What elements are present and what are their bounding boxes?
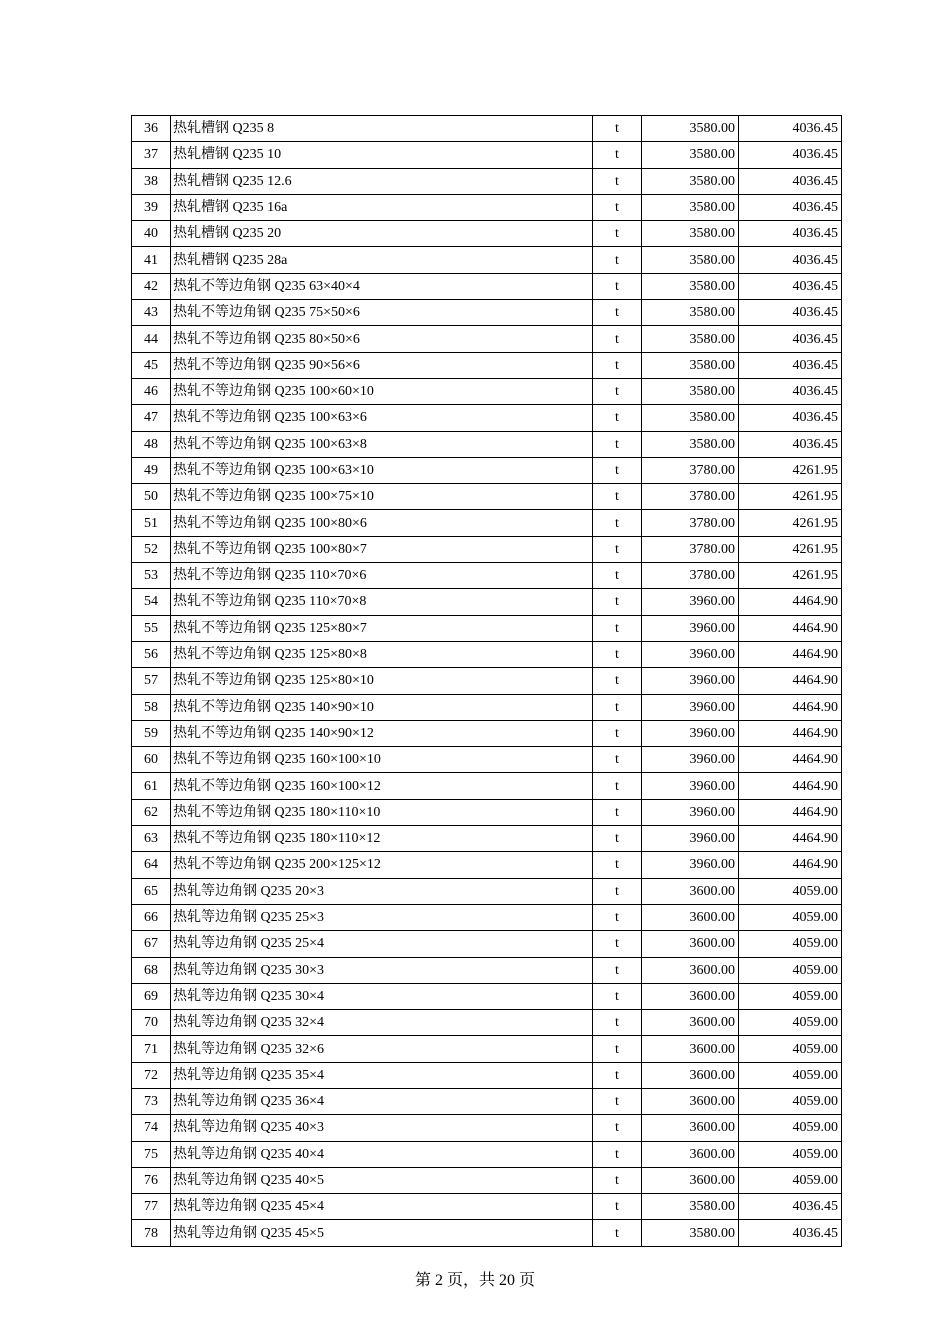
price-a-cell: 3600.00 xyxy=(642,983,739,1009)
item-name-cell: 热轧槽钢 Q235 10 xyxy=(171,142,593,168)
item-name-cell: 热轧不等边角钢 Q235 140×90×12 xyxy=(171,720,593,746)
unit-cell: t xyxy=(593,378,642,404)
price-a-cell: 3780.00 xyxy=(642,563,739,589)
table-row xyxy=(132,326,842,352)
row-number-cell: 42 xyxy=(132,273,171,299)
price-b-cell: 4036.45 xyxy=(739,142,842,168)
price-b-cell: 4036.45 xyxy=(739,273,842,299)
row-number-cell: 38 xyxy=(132,168,171,194)
row-number-cell: 36 xyxy=(132,116,171,142)
price-a-cell: 3600.00 xyxy=(642,1010,739,1036)
item-name-cell: 热轧不等边角钢 Q235 100×75×10 xyxy=(171,484,593,510)
row-number-cell: 66 xyxy=(132,904,171,930)
table-row xyxy=(132,194,842,220)
price-a-cell: 3580.00 xyxy=(642,326,739,352)
row-number-cell: 56 xyxy=(132,641,171,667)
row-number-cell: 46 xyxy=(132,378,171,404)
price-a-cell: 3580.00 xyxy=(642,116,739,142)
unit-cell: t xyxy=(593,563,642,589)
row-number-cell: 49 xyxy=(132,457,171,483)
table-row xyxy=(132,1036,842,1062)
price-b-cell: 4464.90 xyxy=(739,694,842,720)
item-name-cell: 热轧不等边角钢 Q235 110×70×8 xyxy=(171,589,593,615)
table-row xyxy=(132,983,842,1009)
unit-cell: t xyxy=(593,405,642,431)
item-name-cell: 热轧不等边角钢 Q235 125×80×8 xyxy=(171,641,593,667)
item-name-cell: 热轧等边角钢 Q235 32×6 xyxy=(171,1036,593,1062)
price-a-cell: 3580.00 xyxy=(642,1194,739,1220)
unit-cell: t xyxy=(593,300,642,326)
price-b-cell: 4464.90 xyxy=(739,668,842,694)
price-b-cell: 4059.00 xyxy=(739,1115,842,1141)
table-row xyxy=(132,484,842,510)
row-number-cell: 44 xyxy=(132,326,171,352)
price-a-cell: 3580.00 xyxy=(642,431,739,457)
row-number-cell: 47 xyxy=(132,405,171,431)
price-b-cell: 4036.45 xyxy=(739,431,842,457)
price-a-cell: 3600.00 xyxy=(642,931,739,957)
item-name-cell: 热轧不等边角钢 Q235 100×63×6 xyxy=(171,405,593,431)
row-number-cell: 60 xyxy=(132,747,171,773)
unit-cell: t xyxy=(593,747,642,773)
row-number-cell: 61 xyxy=(132,773,171,799)
unit-cell: t xyxy=(593,168,642,194)
table-row xyxy=(132,1167,842,1193)
row-number-cell: 76 xyxy=(132,1167,171,1193)
unit-cell: t xyxy=(593,510,642,536)
unit-cell: t xyxy=(593,1010,642,1036)
price-b-cell: 4261.95 xyxy=(739,457,842,483)
unit-cell: t xyxy=(593,247,642,273)
item-name-cell: 热轧不等边角钢 Q235 100×80×7 xyxy=(171,536,593,562)
price-a-cell: 3960.00 xyxy=(642,747,739,773)
item-name-cell: 热轧不等边角钢 Q235 140×90×10 xyxy=(171,694,593,720)
price-a-cell: 3960.00 xyxy=(642,852,739,878)
item-name-cell: 热轧不等边角钢 Q235 100×63×8 xyxy=(171,431,593,457)
price-a-cell: 3960.00 xyxy=(642,773,739,799)
price-a-cell: 3580.00 xyxy=(642,378,739,404)
row-number-cell: 62 xyxy=(132,799,171,825)
price-b-cell: 4059.00 xyxy=(739,931,842,957)
price-b-cell: 4464.90 xyxy=(739,773,842,799)
price-b-cell: 4464.90 xyxy=(739,615,842,641)
price-a-cell: 3600.00 xyxy=(642,1036,739,1062)
table-row xyxy=(132,1062,842,1088)
unit-cell: t xyxy=(593,1115,642,1141)
table-row xyxy=(132,1010,842,1036)
price-b-cell: 4464.90 xyxy=(739,589,842,615)
row-number-cell: 37 xyxy=(132,142,171,168)
table-row xyxy=(132,720,842,746)
price-b-cell: 4036.45 xyxy=(739,405,842,431)
item-name-cell: 热轧槽钢 Q235 28a xyxy=(171,247,593,273)
price-a-cell: 3960.00 xyxy=(642,615,739,641)
item-name-cell: 热轧不等边角钢 Q235 200×125×12 xyxy=(171,852,593,878)
table-row xyxy=(132,878,842,904)
unit-cell: t xyxy=(593,484,642,510)
table-row xyxy=(132,168,842,194)
price-a-cell: 3960.00 xyxy=(642,668,739,694)
item-name-cell: 热轧不等边角钢 Q235 63×40×4 xyxy=(171,273,593,299)
table-row xyxy=(132,852,842,878)
row-number-cell: 51 xyxy=(132,510,171,536)
row-number-cell: 73 xyxy=(132,1088,171,1114)
unit-cell: t xyxy=(593,116,642,142)
row-number-cell: 72 xyxy=(132,1062,171,1088)
table-row xyxy=(132,457,842,483)
unit-cell: t xyxy=(593,1194,642,1220)
price-b-cell: 4059.00 xyxy=(739,1141,842,1167)
price-b-cell: 4036.45 xyxy=(739,194,842,220)
price-a-cell: 3580.00 xyxy=(642,221,739,247)
item-name-cell: 热轧等边角钢 Q235 45×4 xyxy=(171,1194,593,1220)
price-b-cell: 4036.45 xyxy=(739,1194,842,1220)
price-b-cell: 4059.00 xyxy=(739,878,842,904)
table-row xyxy=(132,1115,842,1141)
table-row xyxy=(132,1194,842,1220)
item-name-cell: 热轧不等边角钢 Q235 125×80×10 xyxy=(171,668,593,694)
price-a-cell: 3600.00 xyxy=(642,1088,739,1114)
price-b-cell: 4036.45 xyxy=(739,221,842,247)
price-a-cell: 3600.00 xyxy=(642,957,739,983)
price-a-cell: 3960.00 xyxy=(642,799,739,825)
price-b-cell: 4036.45 xyxy=(739,352,842,378)
unit-cell: t xyxy=(593,431,642,457)
row-number-cell: 77 xyxy=(132,1194,171,1220)
page-footer: 第 2 页，共 20 页 xyxy=(414,1272,535,1289)
price-b-cell: 4464.90 xyxy=(739,852,842,878)
price-b-cell: 4059.00 xyxy=(739,983,842,1009)
price-a-cell: 3580.00 xyxy=(642,352,739,378)
table-row xyxy=(132,142,842,168)
price-a-cell: 3600.00 xyxy=(642,1062,739,1088)
row-number-cell: 71 xyxy=(132,1036,171,1062)
price-a-cell: 3580.00 xyxy=(642,1220,739,1246)
item-name-cell: 热轧不等边角钢 Q235 180×110×12 xyxy=(171,826,593,852)
price-a-cell: 3960.00 xyxy=(642,720,739,746)
table-row xyxy=(132,799,842,825)
price-a-cell: 3780.00 xyxy=(642,457,739,483)
unit-cell: t xyxy=(593,852,642,878)
item-name-cell: 热轧不等边角钢 Q235 100×60×10 xyxy=(171,378,593,404)
price-a-cell: 3960.00 xyxy=(642,826,739,852)
row-number-cell: 55 xyxy=(132,615,171,641)
item-name-cell: 热轧等边角钢 Q235 30×4 xyxy=(171,983,593,1009)
table-row xyxy=(132,641,842,667)
table-row xyxy=(132,931,842,957)
row-number-cell: 53 xyxy=(132,563,171,589)
price-b-cell: 4261.95 xyxy=(739,510,842,536)
table-row xyxy=(132,826,842,852)
price-b-cell: 4059.00 xyxy=(739,1036,842,1062)
row-number-cell: 40 xyxy=(132,221,171,247)
price-b-cell: 4059.00 xyxy=(739,904,842,930)
table-row xyxy=(132,378,842,404)
table-row xyxy=(132,694,842,720)
row-number-cell: 74 xyxy=(132,1115,171,1141)
price-a-cell: 3960.00 xyxy=(642,641,739,667)
item-name-cell: 热轧等边角钢 Q235 40×4 xyxy=(171,1141,593,1167)
item-name-cell: 热轧槽钢 Q235 16a xyxy=(171,194,593,220)
price-b-cell: 4059.00 xyxy=(739,1167,842,1193)
price-a-cell: 3600.00 xyxy=(642,904,739,930)
row-number-cell: 43 xyxy=(132,300,171,326)
item-name-cell: 热轧不等边角钢 Q235 100×80×6 xyxy=(171,510,593,536)
price-b-cell: 4464.90 xyxy=(739,799,842,825)
unit-cell: t xyxy=(593,641,642,667)
table-row xyxy=(132,510,842,536)
item-name-cell: 热轧槽钢 Q235 12.6 xyxy=(171,168,593,194)
unit-cell: t xyxy=(593,878,642,904)
unit-cell: t xyxy=(593,1062,642,1088)
row-number-cell: 68 xyxy=(132,957,171,983)
price-a-cell: 3960.00 xyxy=(642,589,739,615)
item-name-cell: 热轧不等边角钢 Q235 180×110×10 xyxy=(171,799,593,825)
item-name-cell: 热轧不等边角钢 Q235 100×63×10 xyxy=(171,457,593,483)
unit-cell: t xyxy=(593,326,642,352)
price-a-cell: 3580.00 xyxy=(642,247,739,273)
price-b-cell: 4059.00 xyxy=(739,957,842,983)
row-number-cell: 39 xyxy=(132,194,171,220)
row-number-cell: 41 xyxy=(132,247,171,273)
row-number-cell: 63 xyxy=(132,826,171,852)
unit-cell: t xyxy=(593,352,642,378)
unit-cell: t xyxy=(593,668,642,694)
unit-cell: t xyxy=(593,589,642,615)
row-number-cell: 58 xyxy=(132,694,171,720)
price-a-cell: 3600.00 xyxy=(642,1141,739,1167)
price-b-cell: 4464.90 xyxy=(739,826,842,852)
price-a-cell: 3600.00 xyxy=(642,878,739,904)
price-a-cell: 3580.00 xyxy=(642,273,739,299)
price-a-cell: 3780.00 xyxy=(642,536,739,562)
item-name-cell: 热轧等边角钢 Q235 35×4 xyxy=(171,1062,593,1088)
price-b-cell: 4059.00 xyxy=(739,1010,842,1036)
table-row xyxy=(132,615,842,641)
item-name-cell: 热轧不等边角钢 Q235 75×50×6 xyxy=(171,300,593,326)
unit-cell: t xyxy=(593,931,642,957)
table-row xyxy=(132,957,842,983)
item-name-cell: 热轧等边角钢 Q235 30×3 xyxy=(171,957,593,983)
table-row xyxy=(132,589,842,615)
table-row xyxy=(132,536,842,562)
unit-cell: t xyxy=(593,1036,642,1062)
price-b-cell: 4059.00 xyxy=(739,1062,842,1088)
price-b-cell: 4036.45 xyxy=(739,247,842,273)
price-a-cell: 3780.00 xyxy=(642,510,739,536)
table-row xyxy=(132,300,842,326)
price-b-cell: 4464.90 xyxy=(739,641,842,667)
item-name-cell: 热轧等边角钢 Q235 32×4 xyxy=(171,1010,593,1036)
row-number-cell: 54 xyxy=(132,589,171,615)
price-a-cell: 3960.00 xyxy=(642,694,739,720)
item-name-cell: 热轧不等边角钢 Q235 90×56×6 xyxy=(171,352,593,378)
item-name-cell: 热轧不等边角钢 Q235 160×100×12 xyxy=(171,773,593,799)
price-a-cell: 3580.00 xyxy=(642,194,739,220)
price-b-cell: 4261.95 xyxy=(739,563,842,589)
row-number-cell: 50 xyxy=(132,484,171,510)
table-row xyxy=(132,221,842,247)
row-number-cell: 69 xyxy=(132,983,171,1009)
price-a-cell: 3580.00 xyxy=(642,405,739,431)
item-name-cell: 热轧等边角钢 Q235 40×5 xyxy=(171,1167,593,1193)
unit-cell: t xyxy=(593,983,642,1009)
table-row xyxy=(132,563,842,589)
price-table-body xyxy=(132,116,842,1247)
unit-cell: t xyxy=(593,273,642,299)
unit-cell: t xyxy=(593,536,642,562)
item-name-cell: 热轧等边角钢 Q235 40×3 xyxy=(171,1115,593,1141)
row-number-cell: 64 xyxy=(132,852,171,878)
table-row xyxy=(132,1141,842,1167)
unit-cell: t xyxy=(593,1141,642,1167)
row-number-cell: 52 xyxy=(132,536,171,562)
unit-cell: t xyxy=(593,194,642,220)
unit-cell: t xyxy=(593,694,642,720)
table-row xyxy=(132,116,842,142)
price-table xyxy=(131,115,842,1247)
price-b-cell: 4036.45 xyxy=(739,116,842,142)
table-row xyxy=(132,247,842,273)
row-number-cell: 59 xyxy=(132,720,171,746)
item-name-cell: 热轧不等边角钢 Q235 125×80×7 xyxy=(171,615,593,641)
price-b-cell: 4036.45 xyxy=(739,300,842,326)
table-row xyxy=(132,1088,842,1114)
table-row xyxy=(132,773,842,799)
price-b-cell: 4036.45 xyxy=(739,326,842,352)
unit-cell: t xyxy=(593,615,642,641)
unit-cell: t xyxy=(593,221,642,247)
price-b-cell: 4464.90 xyxy=(739,720,842,746)
item-name-cell: 热轧等边角钢 Q235 45×5 xyxy=(171,1220,593,1246)
row-number-cell: 45 xyxy=(132,352,171,378)
item-name-cell: 热轧等边角钢 Q235 25×4 xyxy=(171,931,593,957)
row-number-cell: 78 xyxy=(132,1220,171,1246)
row-number-cell: 57 xyxy=(132,668,171,694)
unit-cell: t xyxy=(593,720,642,746)
price-b-cell: 4261.95 xyxy=(739,536,842,562)
price-b-cell: 4059.00 xyxy=(739,1088,842,1114)
row-number-cell: 70 xyxy=(132,1010,171,1036)
table-row xyxy=(132,273,842,299)
unit-cell: t xyxy=(593,957,642,983)
row-number-cell: 67 xyxy=(132,931,171,957)
price-b-cell: 4261.95 xyxy=(739,484,842,510)
table-row xyxy=(132,747,842,773)
price-a-cell: 3580.00 xyxy=(642,300,739,326)
table-row xyxy=(132,1220,842,1246)
item-name-cell: 热轧不等边角钢 Q235 110×70×6 xyxy=(171,563,593,589)
price-b-cell: 4036.45 xyxy=(739,168,842,194)
price-b-cell: 4036.45 xyxy=(739,378,842,404)
price-a-cell: 3580.00 xyxy=(642,168,739,194)
row-number-cell: 48 xyxy=(132,431,171,457)
item-name-cell: 热轧等边角钢 Q235 36×4 xyxy=(171,1088,593,1114)
table-row xyxy=(132,904,842,930)
unit-cell: t xyxy=(593,1088,642,1114)
table-row xyxy=(132,352,842,378)
item-name-cell: 热轧等边角钢 Q235 20×3 xyxy=(171,878,593,904)
unit-cell: t xyxy=(593,773,642,799)
item-name-cell: 热轧不等边角钢 Q235 160×100×10 xyxy=(171,747,593,773)
item-name-cell: 热轧不等边角钢 Q235 80×50×6 xyxy=(171,326,593,352)
table-row xyxy=(132,405,842,431)
row-number-cell: 65 xyxy=(132,878,171,904)
unit-cell: t xyxy=(593,1220,642,1246)
unit-cell: t xyxy=(593,142,642,168)
price-a-cell: 3600.00 xyxy=(642,1167,739,1193)
item-name-cell: 热轧等边角钢 Q235 25×3 xyxy=(171,904,593,930)
unit-cell: t xyxy=(593,1167,642,1193)
table-row xyxy=(132,431,842,457)
price-a-cell: 3580.00 xyxy=(642,142,739,168)
unit-cell: t xyxy=(593,457,642,483)
unit-cell: t xyxy=(593,826,642,852)
item-name-cell: 热轧槽钢 Q235 8 xyxy=(171,116,593,142)
price-b-cell: 4464.90 xyxy=(739,747,842,773)
unit-cell: t xyxy=(593,904,642,930)
row-number-cell: 75 xyxy=(132,1141,171,1167)
price-a-cell: 3780.00 xyxy=(642,484,739,510)
table-row xyxy=(132,668,842,694)
price-b-cell: 4036.45 xyxy=(739,1220,842,1246)
unit-cell: t xyxy=(593,799,642,825)
item-name-cell: 热轧槽钢 Q235 20 xyxy=(171,221,593,247)
price-a-cell: 3600.00 xyxy=(642,1115,739,1141)
